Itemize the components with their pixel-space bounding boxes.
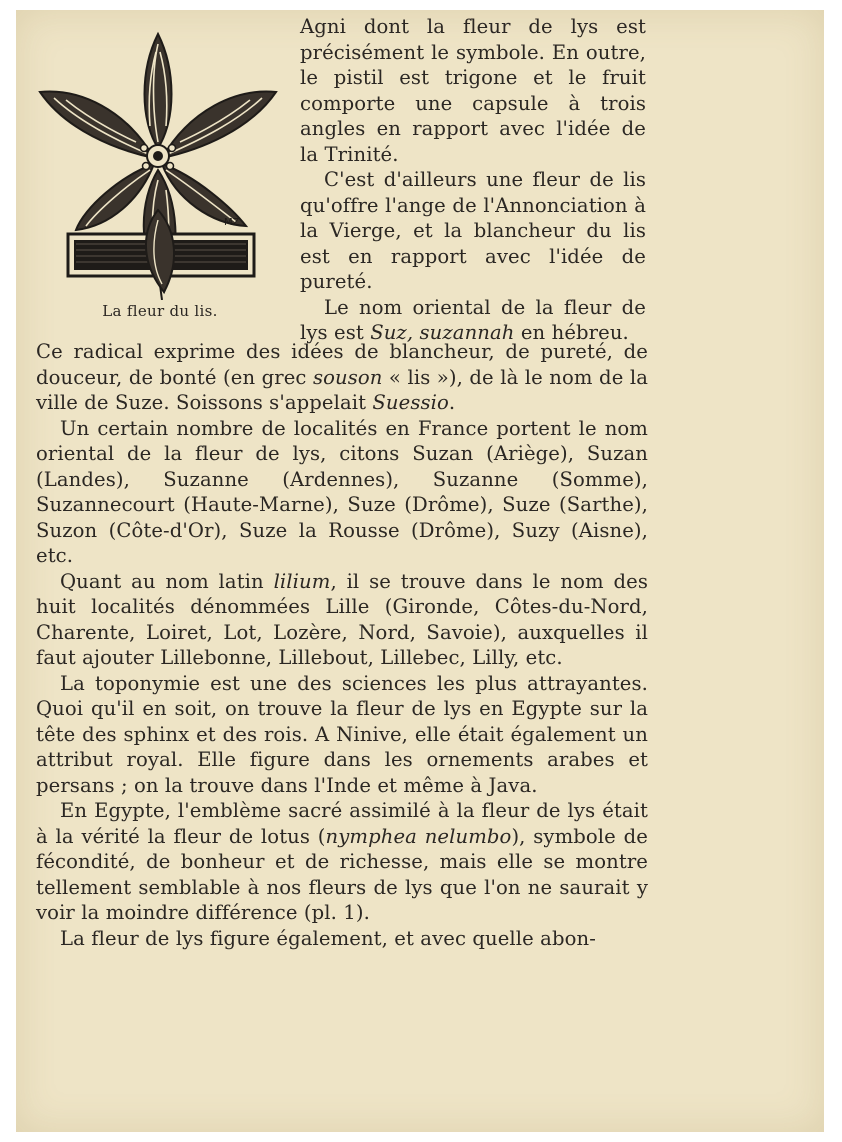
wide-text-body [36,339,648,951]
p3-start-text: Le nom oriental de la fleur de lys est [300,295,646,344]
paragraph-6: La toponymie est une des sciences les plus attrayantes. Quoi qu'il en soit, on trouve la fleur de lys en Egypte sur la tête des sphinx et des rois. A Ninive, elle était également un attribut royal. Elle figure dans les ornements arabes et persans ; on la trouve dans l'Inde et même à Java. [36,671,648,797]
paragraph-7 [36,798,648,926]
paragraph-5 [36,569,648,671]
p3-italic-suessio: Suessio [372,391,449,414]
p3-end-text: . [448,391,456,414]
p3-mid2-text: « lis »), de là le nom de la ville de Suze. Soissons s'appelait [36,365,648,414]
p7-start-text: En Egypte, l'emblème sacré assimilé à la fleur de lys était à la vérité la fleur de lotus ( [36,799,648,848]
paragraph-2: C'est d'ailleurs une fleur de lis qu'offre l'ange de l'Annonciation à la Vierge, et la blancheur du lis est en rapport avec l'idée de pureté. [300,168,646,293]
lily-illustration [36,30,280,300]
p7-italic-nymphea: nymphea nelumbo [325,824,512,848]
p7-end-text: ), symbole de fécondité, de bonheur et de richesse, mais elle se montre tellement semblable à nos fleurs de lys que l'on ne saurait y voir la moindre différence (pl. 1). [36,824,648,924]
paragraph-1: Agni dont la fleur de lys est précisément le symbole. En outre, le pistil est trigone et le fruit comporte une capsule à trois angles en rapport avec l'idée de la Trinité. [300,15,646,166]
p5-end-text: , il se trouve dans le nom des huit localités dénommées Lille (Gironde, Côtes-du-Nord, Charente, Loiret, Lot, Lozère, Nord, Savoie), auxquelles il faut ajouter Lillebonne, Lillebout, Lillebec, Lilly, etc. [36,569,648,669]
p5-italic-lilium: lilium [273,569,331,593]
p3-mid-text: en hébreu. [514,321,629,344]
p5-start-text: Quant au nom latin [60,569,274,593]
lily-woodcut-icon [36,30,280,300]
paragraph-8: La fleur de lys figure également, et avec quelle abon- [60,926,596,950]
paragraph-3-continued [36,339,648,416]
paragraph-4: Un certain nombre de localités en France portent le nom oriental de la fleur de lys, citons Suzan (Ariège), Suzan (Landes), Suzanne (Ardennes), Suzanne (Somme), Suzannecourt (Haute-Marne), Suze (Drôme), Suze (Sarthe), Suzon (Côte-d'Or), Suze la Rousse (Drôme), Suzy (Aisne), etc. [36,416,648,567]
p3-wide-text: Ce radical exprime des idées de blancheur, de pureté, de douceur, de bonté (en grec [36,340,648,389]
narrow-text-column [300,14,646,346]
figure-caption: La fleur du lis. [102,302,218,320]
p3-italic-suz: Suz, suzannah [370,321,515,344]
paragraph-3-start [300,295,646,346]
artist-signature: MZ [224,217,240,228]
p3-italic-souson: souson [312,365,383,389]
